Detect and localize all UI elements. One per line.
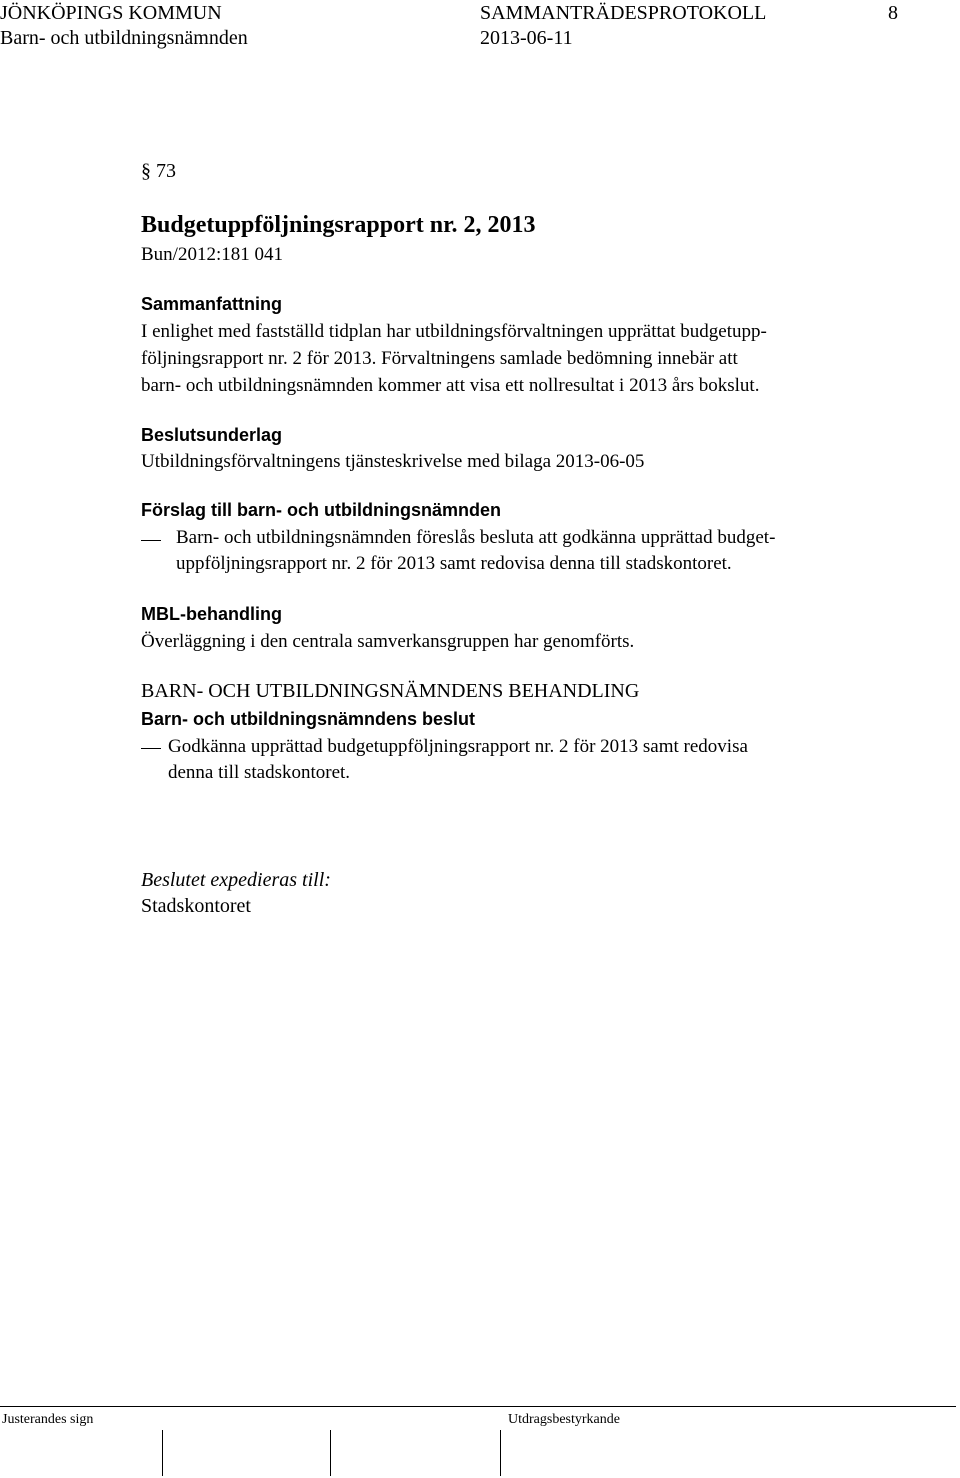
page-title: Budgetuppföljningsrapport nr. 2, 2013 bbox=[141, 212, 536, 238]
dash-bullet bbox=[141, 748, 161, 749]
basis-text: Utbildningsförvaltningens tjänsteskrivelse med bilaga 2013-06-05 bbox=[141, 451, 645, 472]
mbl-heading: MBL-behandling bbox=[141, 604, 282, 624]
footer-certification-label: Utdragsbestyrkande bbox=[508, 1412, 620, 1427]
summary-line: följningsrapport nr. 2 för 2013. Förvaltningens samlade bedömning innebär att bbox=[141, 348, 738, 369]
summary-heading: Sammanfattning bbox=[141, 294, 283, 314]
footer-sign-label: Justerandes sign bbox=[2, 1412, 94, 1427]
dispatch-recipient: Stadskontoret bbox=[141, 895, 251, 917]
paragraph-number: § 73 bbox=[141, 160, 176, 182]
decision-line: denna till stadskontoret. bbox=[168, 762, 351, 783]
proposal-heading: Förslag till barn- och utbildningsnämnden bbox=[141, 500, 501, 520]
doc-type: SAMMANTRÄDESPROTOKOLL bbox=[480, 2, 767, 24]
summary-line: barn- och utbildningsnämnden kommer att visa ett nollresultat i 2013 års bokslut. bbox=[141, 375, 760, 396]
decision-line: Godkänna upprättad budgetuppföljningsrapport nr. 2 för 2013 samt redovisa bbox=[168, 736, 748, 757]
decision-heading: Barn- och utbildningsnämndens beslut bbox=[141, 709, 476, 729]
basis-heading: Beslutsunderlag bbox=[141, 425, 283, 445]
proposal-line: Barn- och utbildningsnämnden föreslås besluta att godkänna upprättad budget- bbox=[176, 527, 776, 548]
signature-box-divider bbox=[330, 1430, 331, 1476]
committee-name: Barn- och utbildningsnämnden bbox=[0, 27, 248, 49]
reference-number: Bun/2012:181 041 bbox=[141, 244, 283, 265]
footer-divider bbox=[0, 1406, 956, 1407]
signature-box-divider bbox=[162, 1430, 163, 1476]
signature-box-divider bbox=[500, 1430, 501, 1476]
dash-bullet bbox=[141, 540, 161, 541]
handling-heading: BARN- OCH UTBILDNINGSNÄMNDENS BEHANDLING bbox=[141, 680, 640, 702]
meeting-date: 2013-06-11 bbox=[480, 27, 573, 49]
org-name: JÖNKÖPINGS KOMMUN bbox=[0, 2, 222, 24]
page-number: 8 bbox=[888, 2, 898, 24]
dispatch-heading: Beslutet expedieras till: bbox=[141, 869, 331, 891]
summary-line: I enlighet med fastställd tidplan har utbildningsförvaltningen upprättat budgetupp- bbox=[141, 321, 767, 342]
mbl-text: Överläggning i den centrala samverkansgruppen har genomförts. bbox=[141, 631, 635, 652]
proposal-line: uppföljningsrapport nr. 2 för 2013 samt redovisa denna till stadskontoret. bbox=[176, 553, 732, 574]
